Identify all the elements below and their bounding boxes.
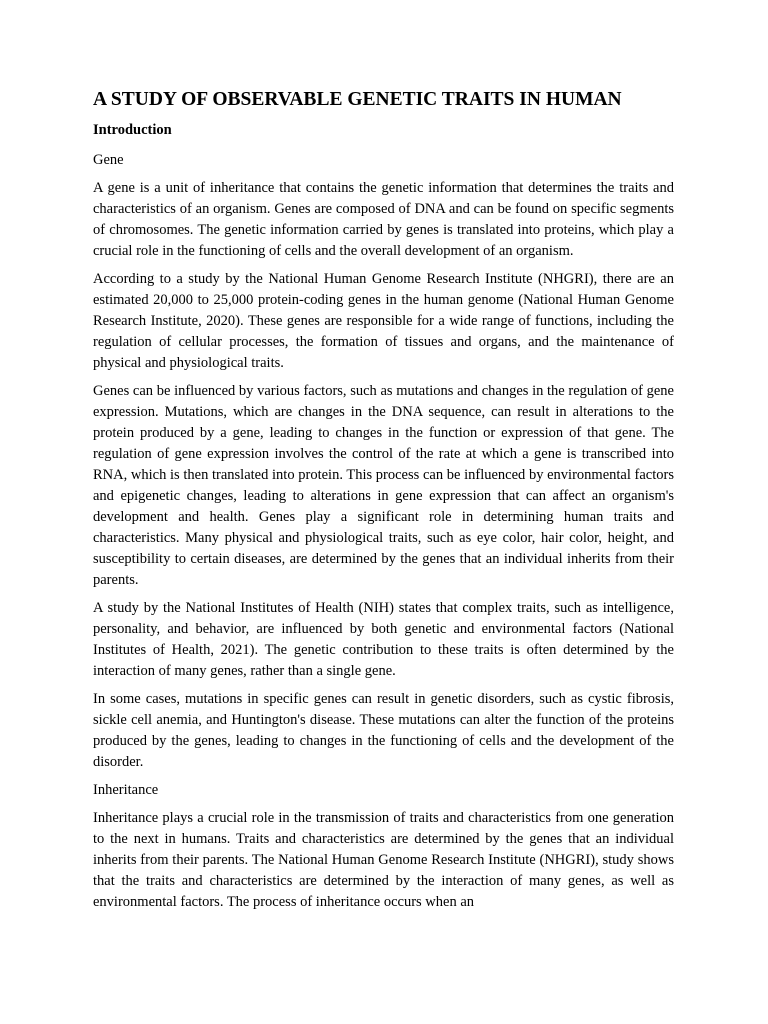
introduction-heading: Introduction [93, 122, 172, 138]
gene-paragraph-1: A gene is a unit of inheritance that contains the genetic information that determines the traits and characteristics of an organism. Genes are composed of DNA and can be found on specific segments of chromosomes. The genetic information carried by genes is translated into proteins, which play a crucial role in the functioning of cells and the overall development of an organism. [93, 180, 674, 259]
document-title: A STUDY OF OBSERVABLE GENETIC TRAITS IN HUMAN [93, 89, 622, 110]
gene-paragraph-2: According to a study by the National Human Genome Research Institute (NHGRI), there are an estimated 20,000 to 25,000 protein-coding genes in the human genome (National Human Genome Research Institute, 2020). These genes are responsible for a wide range of functions, including the regulation of cellular processes, the formation of tissues and organs, and the maintenance of physical and physiological traits. [93, 271, 674, 371]
inheritance-paragraph-1: Inheritance plays a crucial role in the transmission of traits and characteristics from one generation to the next in humans. Traits and characteristics are determined by the genes that an individual inherits from their parents. The National Human Genome Research Institute (NHGRI), study shows that the traits and characteristics are determined by the interaction of many genes, as well as environmental factors. The process of inheritance occurs when an [93, 810, 674, 910]
gene-paragraph-5: In some cases, mutations in specific genes can result in genetic disorders, such as cystic fibrosis, sickle cell anemia, and Huntington's disease. These mutations can alter the function of the proteins produced by the genes, leading to changes in the functioning of cells and the development of the disorder. [93, 691, 674, 770]
document-page [93, 88, 674, 920]
gene-paragraph-3: Genes can be influenced by various factors, such as mutations and changes in the regulation of gene expression. Mutations, which are changes in the DNA sequence, can result in alterations to the protein produced by a gene, leading to changes in the function or expression of that gene. The regulation of gene expression involves the control of the rate at which a gene is transcribed into RNA, which is then translated into protein. This process can be influenced by environmental factors and epigenetic changes, leading to alterations in gene expression that can affect an organism's development and health. Genes play a significant role in determining human traits and characteristics. Many physical and physiological traits, such as eye color, hair color, height, and susceptibility to certain diseases, are determined by the genes that an individual inherits from their parents. [93, 383, 674, 588]
inheritance-subheading: Inheritance [93, 782, 159, 798]
gene-subheading: Gene [93, 152, 124, 168]
gene-paragraph-4: A study by the National Institutes of Health (NIH) states that complex traits, such as intelligence, personality, and behavior, are influenced by both genetic and environmental factors (National Institutes of Health, 2021). The genetic contribution to these traits is often determined by the interaction of many genes, rather than a single gene. [93, 600, 674, 679]
